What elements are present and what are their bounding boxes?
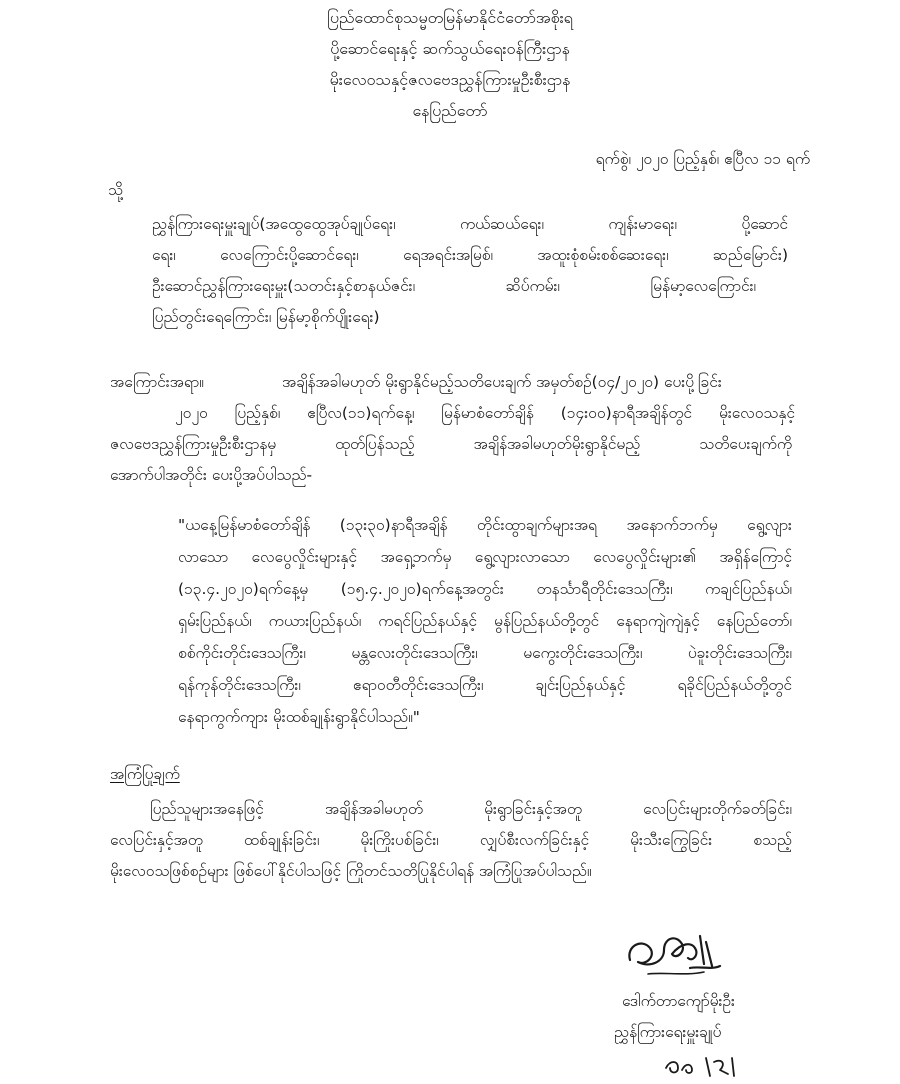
letterhead-line-2: ပို့ဆောင်ရေးနှင့် ဆက်သွယ်ရေးဝန်ကြီးဌာန xyxy=(330,39,570,58)
recipient-line-2: ရေး၊ လေကြောင်းပို့ဆောင်ရေး၊ ရေအရင်းအမြစ်၊ အထူးစုံစမ်းစစ်ဆေးရေး၊ ဆည်မြောင်း) xyxy=(152,246,788,264)
letterhead-line-1: ပြည်ထောင်စုသမ္မတမြန်မာနိုင်ငံတော်အစိုးရ xyxy=(327,8,573,27)
signatory-name: ဒေါက်တာကျော်မိုးဦး xyxy=(622,992,735,1010)
warning-quote-line-7: နေရာကွက်ကျား မိုးထစ်ချုန်းရွာနိုင်ပါသည်။" xyxy=(178,708,420,726)
warning-quote-line-4: ရှမ်းပြည်နယ်၊ ကယားပြည်နယ်၊ ကရင်ပြည်နယ်နှင့် မွန်ပြည်နယ်တို့တွင် နေရာကျဲကျဲနှင့် နေပြည်တော်၊ xyxy=(178,612,792,630)
warning-quote-line-6: ရန်ကုန်တိုင်းဒေသကြီး၊ ဧရာဝတီတိုင်းဒေသကြီး၊ ချင်းပြည်နယ်နှင့် ရခိုင်ပြည်နယ်တို့တွင် xyxy=(178,676,792,694)
addressed-to: သို့ xyxy=(108,181,123,199)
advice-heading: အကြံပြုချက် xyxy=(110,765,180,783)
intro-line-3: အောက်ပါအတိုင်း ပေးပို့အပ်ပါသည်- xyxy=(110,466,313,484)
handwritten-initials xyxy=(662,1050,742,1080)
subject-text: အချိန်အခါမဟုတ် မိုးရွာနိုင်မည့်သတိပေးချက် အမှတ်စဉ်(၀၄/၂၀၂၀) ပေးပို့ခြင်း xyxy=(282,373,722,391)
signatory-title: ညွှန်ကြားရေးမှူးချုပ် xyxy=(614,1023,722,1041)
letterhead-line-3: မိုးလေဝသနှင့်ဇလဗေဒညွှန်ကြားမှုဦးစီးဌာန xyxy=(329,70,571,89)
letterhead-line-4: နေပြည်တော် xyxy=(412,101,488,120)
warning-quote-line-3: (၁၃.၄.၂၀၂၀)ရက်နေ့မှ (၁၅.၄.၂၀၂၀)ရက်နေ့အတွင်း တနင်္သာရီတိုင်းဒေသကြီး၊ ကချင်ပြည်နယ်၊ xyxy=(178,580,792,598)
document-date: ရက်စွဲ၊ ၂၀၂၀ ပြည့်နှစ်၊ ဧပြီလ ၁၁ ရက် xyxy=(595,150,810,168)
warning-quote-line-5: စစ်ကိုင်းတိုင်းဒေသကြီး၊ မန္တလေးတိုင်းဒေသကြီး၊ မကွေးတိုင်းဒေသကြီး၊ ပဲခူးတိုင်းဒေသကြီး၊ xyxy=(178,644,792,662)
handwritten-signature xyxy=(620,922,730,986)
recipient-line-3: ဦးဆောင်ညွှန်ကြားရေးမှူး(သတင်းနှင့်စာနယ်ဇင်း၊ ဆိပ်ကမ်း၊ မြန်မာ့လေကြောင်း၊ xyxy=(152,277,756,295)
advice-line-2: လေပြင်းနှင့်အတူ ထစ်ချုန်းခြင်း၊ မိုးကြိုးပစ်ခြင်း၊ လျှပ်စီးလက်ခြင်းနှင့် မိုးသီးကြွေခြင်း စသည့် xyxy=(110,831,792,849)
warning-quote-line-1: "ယနေ့မြန်မာစံတော်ချိန် (၁၃း၃၀)နာရီအချိန် တိုင်းထွာချက်များအရ အနောက်ဘက်မှ ရွေ့လျား xyxy=(178,516,792,534)
advice-line-1: ပြည်သူများအနေဖြင့် အချိန်အခါမဟုတ် မိုးရွာခြင်းနှင့်အတူ လေပြင်းများတိုက်ခတ်ခြင်း၊ xyxy=(150,800,792,818)
subject-label: အကြောင်းအရာ။ xyxy=(110,373,204,391)
intro-line-2: ဇလဗေဒညွှန်ကြားမှုဦးစီးဌာနမှ ထုတ်ပြန်သည့် အချိန်အခါမဟုတ်မိုးရွာနိုင်မည့် သတိပေးချက်ကို xyxy=(110,435,792,453)
recipient-line-1: ညွှန်ကြားရေးမှူးချုပ်(အထွေထွေအုပ်ချုပ်ရေး၊ ကယ်ဆယ်ရေး၊ ကျန်းမာရေး၊ ပို့ဆောင် xyxy=(152,215,788,233)
warning-quote-line-2: လာသော လေပွေလှိုင်းများနှင့် အရှေ့ဘက်မှ ရွေ့လျားလာသော လေပွေလှိုင်းများ၏ အရှိန်ကြောင့် xyxy=(178,548,792,566)
recipient-line-4: ပြည်တွင်းရေကြောင်း၊ မြန်မာ့စိုက်ပျိုးရေး) xyxy=(152,308,380,326)
advice-line-3: မိုးလေဝသဖြစ်စဉ်များ ဖြစ်ပေါ်နိုင်ပါသဖြင့် ကြိုတင်သတိပြုနိုင်ပါရန် အကြံပြုအပ်ပါသည်။ xyxy=(110,862,592,880)
intro-line-1: ၂၀၂၀ ပြည့်နှစ်၊ ဧပြီလ(၁၁)ရက်နေ့၊ မြန်မာစံတော်ချိန် (၁၄း၀၀)နာရီအချိန်တွင် မိုးလေဝသနှင့် xyxy=(175,404,795,422)
